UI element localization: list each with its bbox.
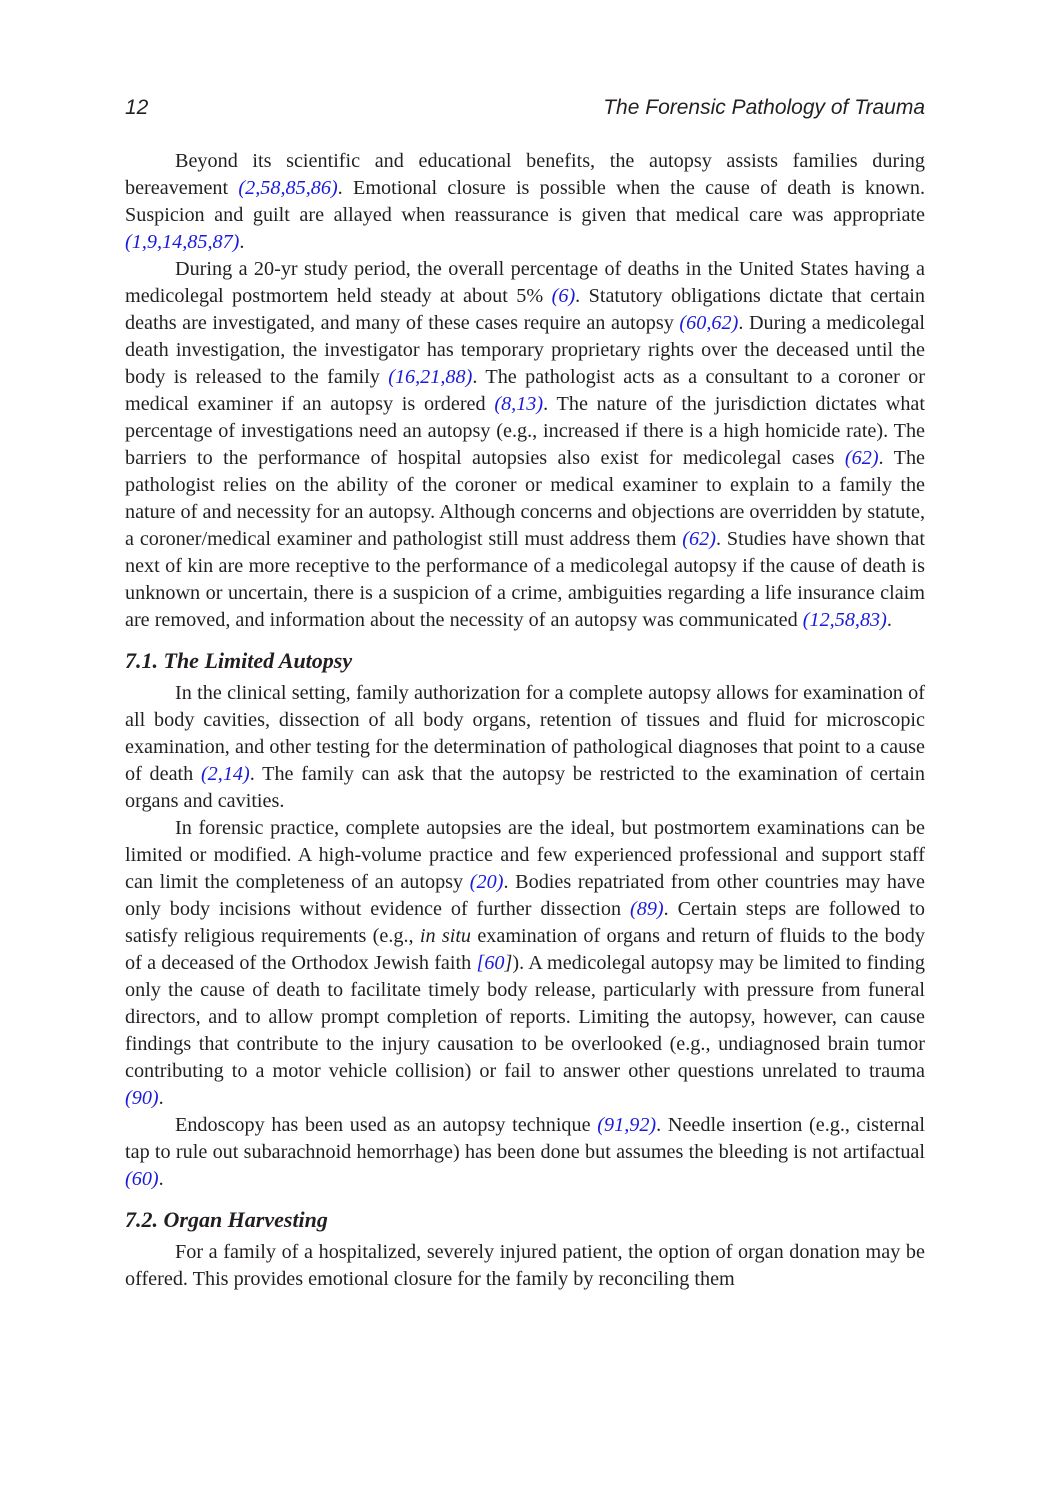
citation[interactable]: (6): [551, 285, 576, 307]
citation-link[interactable]: 6: [558, 285, 569, 307]
citation[interactable]: (90): [125, 1087, 159, 1109]
text-run: .: [158, 1087, 164, 1109]
citation-link[interactable]: 60: [484, 952, 505, 974]
text-run: Beyond its scientific and educational benefits, the autopsy assists families during bereavement: [125, 150, 925, 199]
paragraph: [125, 148, 925, 256]
citation[interactable]: (16,21,88): [388, 366, 473, 388]
text-run: examination of organs and return of fluids to the body of a deceased of the Orthodox Jewish faith: [125, 925, 925, 974]
citation-link[interactable]: 60,62: [686, 312, 732, 334]
text-run: . The nature of the jurisdiction dictates what percentage of investigations need an autopsy (e.g., increased if there is a high homicide rate). The barriers to the performance of hospital autopsies also exist for medicolegal cases: [125, 393, 925, 469]
text-run: During a 20-yr study period, the overall percentage of deaths in the United States having a medicolegal postmortem held steady at about 5%: [125, 258, 925, 307]
text-run: . Emotional closure is possible when the cause of death is known. Suspicion and guilt are allayed when reassurance is given that medical care was appropriate: [125, 177, 925, 226]
citation-link[interactable]: 62: [851, 447, 872, 469]
citation[interactable]: (20): [469, 871, 504, 893]
text-run: In the clinical setting, family authorization for a complete autopsy allows for examination of all body cavities, dissection of all body organs, retention of tissues and fluid for microscopic examination, and other testing for the determination of pathological diagnoses that point to a cause of death: [125, 682, 925, 785]
citation-link[interactable]: 16,21,88: [394, 366, 466, 388]
citation[interactable]: [60]: [476, 952, 513, 974]
text-run: .: [239, 231, 245, 253]
section-heading: 7.2. Organ Harvesting: [125, 1207, 328, 1232]
citation-link[interactable]: 1,9,14,85,87: [131, 231, 233, 253]
section-heading: 7.1. The Limited Autopsy: [125, 648, 353, 673]
paragraph: [125, 815, 925, 1112]
citation[interactable]: (2,58,85,86): [238, 177, 338, 199]
citation[interactable]: (8,13): [494, 393, 544, 415]
text-run: . The pathologist acts as a consultant to a coroner or medical examiner if an autopsy is ordered: [125, 366, 925, 415]
citation-link[interactable]: 20: [476, 871, 497, 893]
citation-link[interactable]: 2,14: [207, 763, 243, 785]
text-run: . The family can ask that the autopsy be restricted to the examination of certain organs and cavities.: [125, 763, 925, 812]
running-title: The Forensic Pathology of Trauma: [603, 96, 925, 119]
citation-link[interactable]: 8,13: [501, 393, 537, 415]
paragraph: [125, 256, 925, 634]
citation[interactable]: (60,62): [679, 312, 739, 334]
text-run: . Studies have shown that next of kin are more receptive to the performance of a medicolegal autopsy if the cause of death is unknown or uncertain, there is a suspicion of a crime, ambiguities regarding a life insurance claim are removed, and information about the necessity of an autopsy was communicated: [125, 528, 925, 631]
citation[interactable]: (1,9,14,85,87): [125, 231, 240, 253]
citation[interactable]: (62): [844, 447, 879, 469]
citation-link[interactable]: 91,92: [604, 1114, 650, 1136]
text-run: Endoscopy has been used as an autopsy technique: [175, 1114, 598, 1136]
text-run: In forensic practice, complete autopsies are the ideal, but postmortem examinations can be limited or modified. A high-volume practice and few experienced professional and support staff can limit the completeness of an autopsy: [125, 817, 925, 893]
citation[interactable]: (12,58,83): [802, 609, 887, 631]
paragraph: [125, 680, 925, 815]
text-run: .: [886, 609, 892, 631]
document-page: [125, 96, 925, 1293]
text-run: . Statutory obligations dictate that certain deaths are investigated, and many of these cases require an autopsy: [125, 285, 925, 334]
citation[interactable]: (60): [125, 1168, 159, 1190]
citation-link[interactable]: 90: [131, 1087, 152, 1109]
citation[interactable]: (2,14): [200, 763, 250, 785]
text-run: . The pathologist relies on the ability of the coroner or medical examiner to explain to a family the nature of and necessity for an autopsy. Although concerns and objections are overridden by statute, a coroner/medical examiner and pathologist still must address them: [125, 447, 925, 550]
paragraph: [125, 1112, 925, 1193]
citation-link[interactable]: 12,58,83: [809, 609, 881, 631]
text-run: . Needle insertion (e.g., cisternal tap to rule out subarachnoid hemorrhage) has been done but assumes the bleeding is not artifactual: [125, 1114, 925, 1163]
text-run: . Bodies repatriated from other countries may have only body incisions without evidence of further dissection: [125, 871, 925, 920]
citation[interactable]: (89): [629, 898, 664, 920]
italic-term: in situ: [419, 925, 472, 947]
text-run: For a family of a hospitalized, severely injured patient, the option of organ donation may be offered. This provides emotional closure for the family by reconciling them: [125, 1241, 925, 1290]
citation-link[interactable]: 2,58,85,86: [245, 177, 331, 199]
citation-link[interactable]: 62: [689, 528, 710, 550]
text-run: . During a medicolegal death investigation, the investigator has temporary proprietary rights over the deceased until the body is released to the family: [125, 312, 925, 388]
body-text: [125, 148, 925, 1293]
text-run: .: [158, 1168, 164, 1190]
paragraph: [125, 1239, 925, 1293]
page-number: 12: [125, 96, 149, 119]
running-head: [125, 96, 925, 126]
citation-link[interactable]: 60: [131, 1168, 152, 1190]
text-run: ). A medicolegal autopsy may be limited to finding only the cause of death to facilitate timely body release, particularly with pressure from funeral directors, and to allow prompt completion of reports. Limiting the autopsy, however, can cause findings that contribute to the injury causation to be overlooked (e.g., undiagnosed brain tumor contributing to a motor vehicle collision) or fail to answer other questions unrelated to trauma: [125, 952, 925, 1082]
citation[interactable]: (62): [682, 528, 716, 550]
citation[interactable]: (91,92): [597, 1114, 657, 1136]
citation-link[interactable]: 89: [636, 898, 657, 920]
text-run: . Certain steps are followed to satisfy religious requirements (e.g.,: [125, 898, 925, 947]
